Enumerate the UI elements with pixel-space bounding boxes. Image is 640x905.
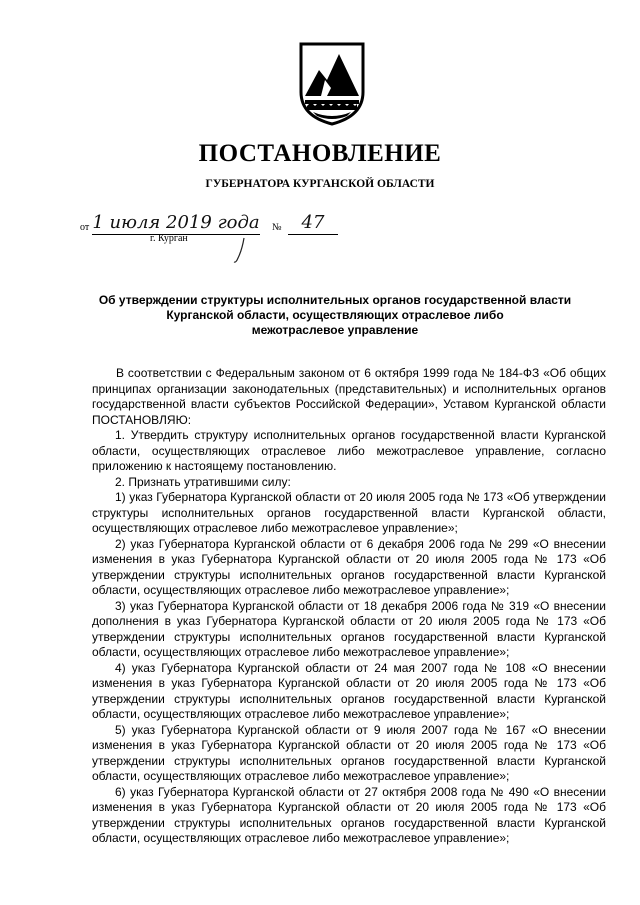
date-prefix: от bbox=[80, 222, 90, 233]
body-paragraph: 2) указ Губернатора Курганской области от 6 декабря 2006 года № 299 «О внесении изменения в указ Губернатора Курганской области от 20 июля 2005 года № 173 «Об утверждении структуры исполнительных органов государственной власти Курганской области, осуществляющих отраслевое либо межотраслевое управление»; bbox=[92, 536, 606, 597]
body-paragraph: В соответствии с Федеральным законом от 6 октября 1999 года № 184-ФЗ «Об общих принципах организации законодательных (представительных) и исполнительных органов государственной власти субъектов Российской Федерации», Уставом Курганской области ПОСТАНОВЛЯЮ: bbox=[92, 366, 606, 427]
coat-of-arms-icon bbox=[297, 40, 367, 126]
document-heading bbox=[70, 293, 600, 338]
body-paragraph: 3) указ Губернатора Курганской области от 18 декабря 2006 года № 319 «О внесении дополнения в указ Губернатора Курганской области от 20 июля 2005 года № 173 «Об утверждении структуры исполнительных органов государственной власти Курганской области, осуществляющих отраслевое либо межотраслевое управление»; bbox=[92, 598, 606, 659]
body-paragraph: 2. Признать утратившими силу: bbox=[115, 474, 291, 489]
body-paragraph: 1) указ Губернатора Курганской области от 20 июля 2005 года № 173 «Об утверждении структуры исполнительных органов государственной власти Курганской области, осуществляющих отраслевое либо межотраслевое управление»; bbox=[92, 490, 606, 535]
document-title: ПОСТАНОВЛЕНИЕ bbox=[198, 140, 442, 167]
body-paragraph: 4) указ Губернатора Курганской области от 24 мая 2007 года № 108 «О внесении изменения в указ Губернатора Курганской области от 20 июля 2005 года № 173 «Об утверждении структуры исполнительных органов государственной власти Курганской области, осуществляющих отраслевое либо межотраслевое управление»; bbox=[92, 660, 606, 721]
document-subtitle: ГУБЕРНАТОРА КУРГАНСКОЙ ОБЛАСТИ bbox=[205, 178, 435, 190]
heading-line: Об утверждении структуры исполнительных органов государственной власти bbox=[98, 293, 572, 307]
document-number: 47 bbox=[288, 212, 338, 235]
heading-line: Курганской области, осуществляющих отраслевое либо bbox=[166, 308, 504, 322]
body-paragraph: 1. Утвердить структуру исполнительных органов государственной власти Курганской области, осуществляющих отраслевое либо межотраслевое управление, согласно приложению к настоящему постановлению. bbox=[92, 428, 606, 473]
body-paragraph: 6) указ Губернатора Курганской области от 27 октября 2008 года № 490 «О внесении изменения в указ Губернатора Курганской области от 20 июля 2005 года № 173 «Об утверждении структуры исполнительных органов государственной власти Курганской области, осуществляющих отраслевое либо межотраслевое управление»; bbox=[92, 784, 606, 845]
handwritten-stroke-icon bbox=[230, 236, 250, 266]
heading-line: межотраслевое управление bbox=[251, 323, 419, 337]
number-prefix: № bbox=[272, 222, 282, 233]
date-line bbox=[80, 214, 360, 240]
body-paragraph: 5) указ Губернатора Курганской области от 9 июля 2007 года № 167 «О внесении изменения в указ Губернатора Курганской области от 20 июля 2005 года № 173 «Об утверждении структуры исполнительных органов государственной власти Курганской области, осуществляющих отраслевое либо межотраслевое управление»; bbox=[92, 722, 606, 783]
document-date: 1 июля 2019 года bbox=[92, 212, 260, 233]
city-label: г. Курган bbox=[150, 233, 188, 244]
document-body bbox=[92, 366, 606, 847]
